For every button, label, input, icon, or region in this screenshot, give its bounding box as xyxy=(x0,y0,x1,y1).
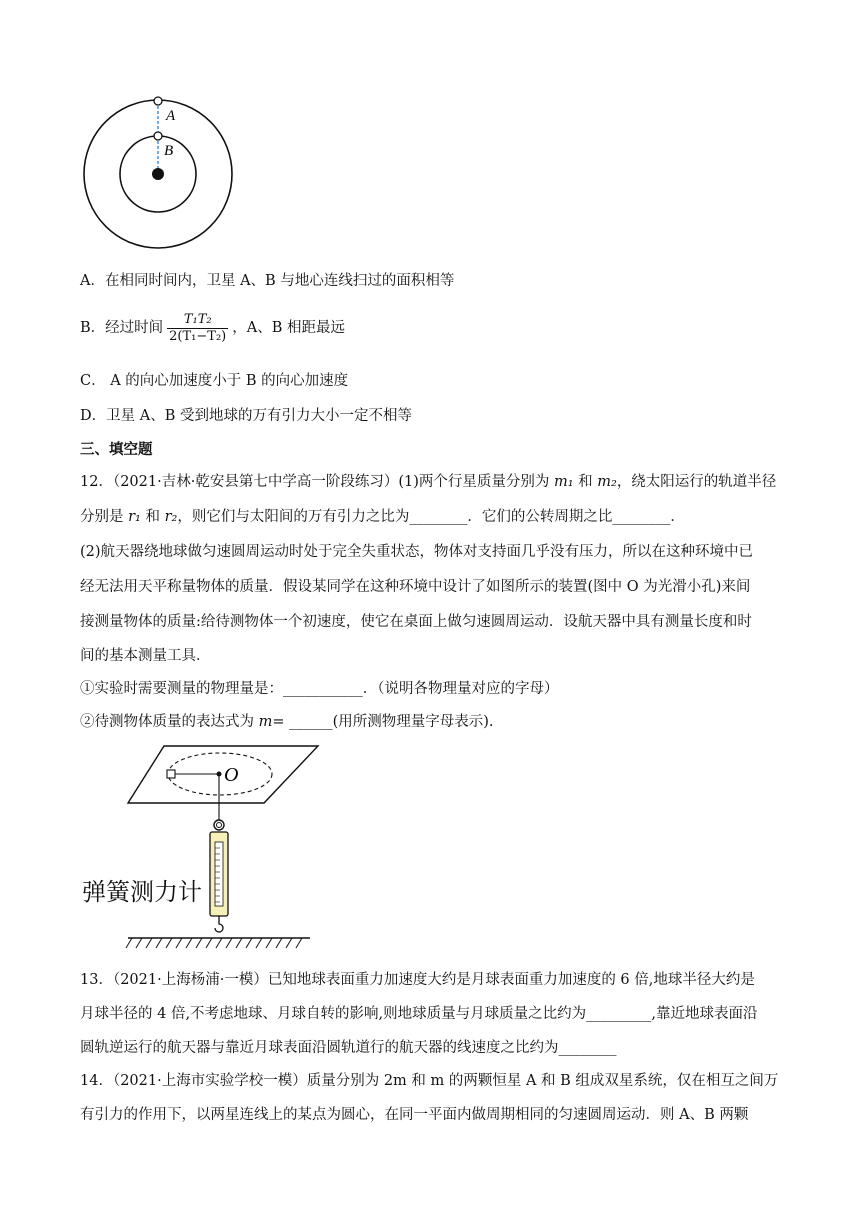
satellite-b xyxy=(154,132,162,140)
spring-scale-diagram xyxy=(80,740,330,955)
q12-line-6: 间的基本测量工具． xyxy=(80,648,211,664)
q12-text: 和 xyxy=(140,509,165,525)
label-b: B xyxy=(164,143,174,159)
scale-slot xyxy=(215,842,223,906)
q12-line-5: 接测量物体的质量:给待测物体一个初速度，使它在桌面上做匀速圆周运动．设航天器中具有测量长度和时 xyxy=(80,614,752,630)
q12-text: 分别是 xyxy=(80,509,129,525)
q14-line-2: 有引力的作用下，以两星连线上的某点为圆心，在同一平面内做周期相同的匀速圆周运动．则 A、B 两颗 xyxy=(80,1107,749,1123)
q13-line-1: 13．（2021·上海杨浦·一模）已知地球表面重力加速度大约是月球表面重力加速度的 6 倍,地球半径大约是 xyxy=(80,972,755,988)
q12-text: ，则它们与太阳间的万有引力之比为________．它们的公转周期之比________． xyxy=(177,509,685,525)
symbol-m1: m₁ xyxy=(553,474,574,490)
fraction-numerator: T₁T₂ xyxy=(167,312,228,329)
q13-line-2: 月球半径的 4 倍,不考虑地球、月球自转的影响,则地球质量与月球质量之比约为_________,靠近地球表面沿 xyxy=(80,1006,758,1022)
option-b-suffix: ，A、B 相距最远 xyxy=(232,320,345,336)
q12-text: 12．（2021·吉林·乾安县第七中学高一阶段练习）(1)两个行星质量分别为 xyxy=(80,474,554,490)
q12-line-2 xyxy=(80,507,685,527)
option-b xyxy=(80,311,345,345)
ground-hatch xyxy=(126,938,302,948)
scale-ring-inner xyxy=(217,823,222,828)
q12-text: = ______(用所测物理量字母表示). xyxy=(272,714,494,730)
q12-text: 和 xyxy=(573,474,598,490)
fraction-denominator: 2(T₁−T₂) xyxy=(169,328,227,344)
symbol-m2: m₂ xyxy=(597,474,617,490)
time-fraction xyxy=(167,312,228,345)
symbol-r1: r₁ xyxy=(128,509,141,525)
q12-line-1 xyxy=(80,472,776,492)
earth-dot xyxy=(152,168,164,180)
option-a: A．在相同时间内，卫星 A、B 与地心连线扫过的面积相等 xyxy=(80,273,455,289)
option-b-prefix: B．经过时间 xyxy=(80,320,164,336)
symbol-m: m xyxy=(258,714,273,730)
q12-line-7: ①实验时需要测量的物理量是：___________．（说明各物理量对应的字母） xyxy=(80,681,559,697)
q14-line-1: 14．（2021·上海市实验学校一模）质量分别为 2m 和 m 的两颗恒星 A 和 B 组成双星系统，仅在相互之间万 xyxy=(80,1073,779,1089)
option-d: D．卫星 A、B 受到地球的万有引力大小一定不相等 xyxy=(80,408,412,424)
satellite-a xyxy=(154,97,162,105)
q12-line-4: 经无法用天平称量物体的质量．假设某同学在这种环境中设计了如图所示的装置(图中 O 为光滑小孔)来间 xyxy=(80,579,751,595)
scale-hook xyxy=(215,916,223,932)
q13-line-3: 圆轨逆运行的航天器与靠近月球表面沿圆轨道行的航天器的线速度之比约为________ xyxy=(80,1040,617,1056)
scale-ring xyxy=(214,820,224,830)
test-object xyxy=(167,770,175,778)
label-o: O xyxy=(224,764,239,786)
option-c: C． A 的向心加速度小于 B 的向心加速度 xyxy=(80,373,349,389)
q12-line-8 xyxy=(80,712,494,732)
orbit-diagram xyxy=(80,92,240,252)
q12-line-3: (2)航天器绕地球做匀速圆周运动时处于完全失重状态，物体对支持面几乎没有压力，所以在这种环境中已 xyxy=(80,544,754,560)
spring-scale-label: 弹簧测力计 xyxy=(82,878,202,906)
q12-text: ，绕太阳运行的轨道半径 xyxy=(616,474,777,490)
label-a: A xyxy=(166,108,176,124)
section-title: 三、填空题 xyxy=(80,441,153,458)
symbol-r2: r₂ xyxy=(164,509,178,525)
q12-text: ②待测物体质量的表达式为 xyxy=(80,714,259,730)
